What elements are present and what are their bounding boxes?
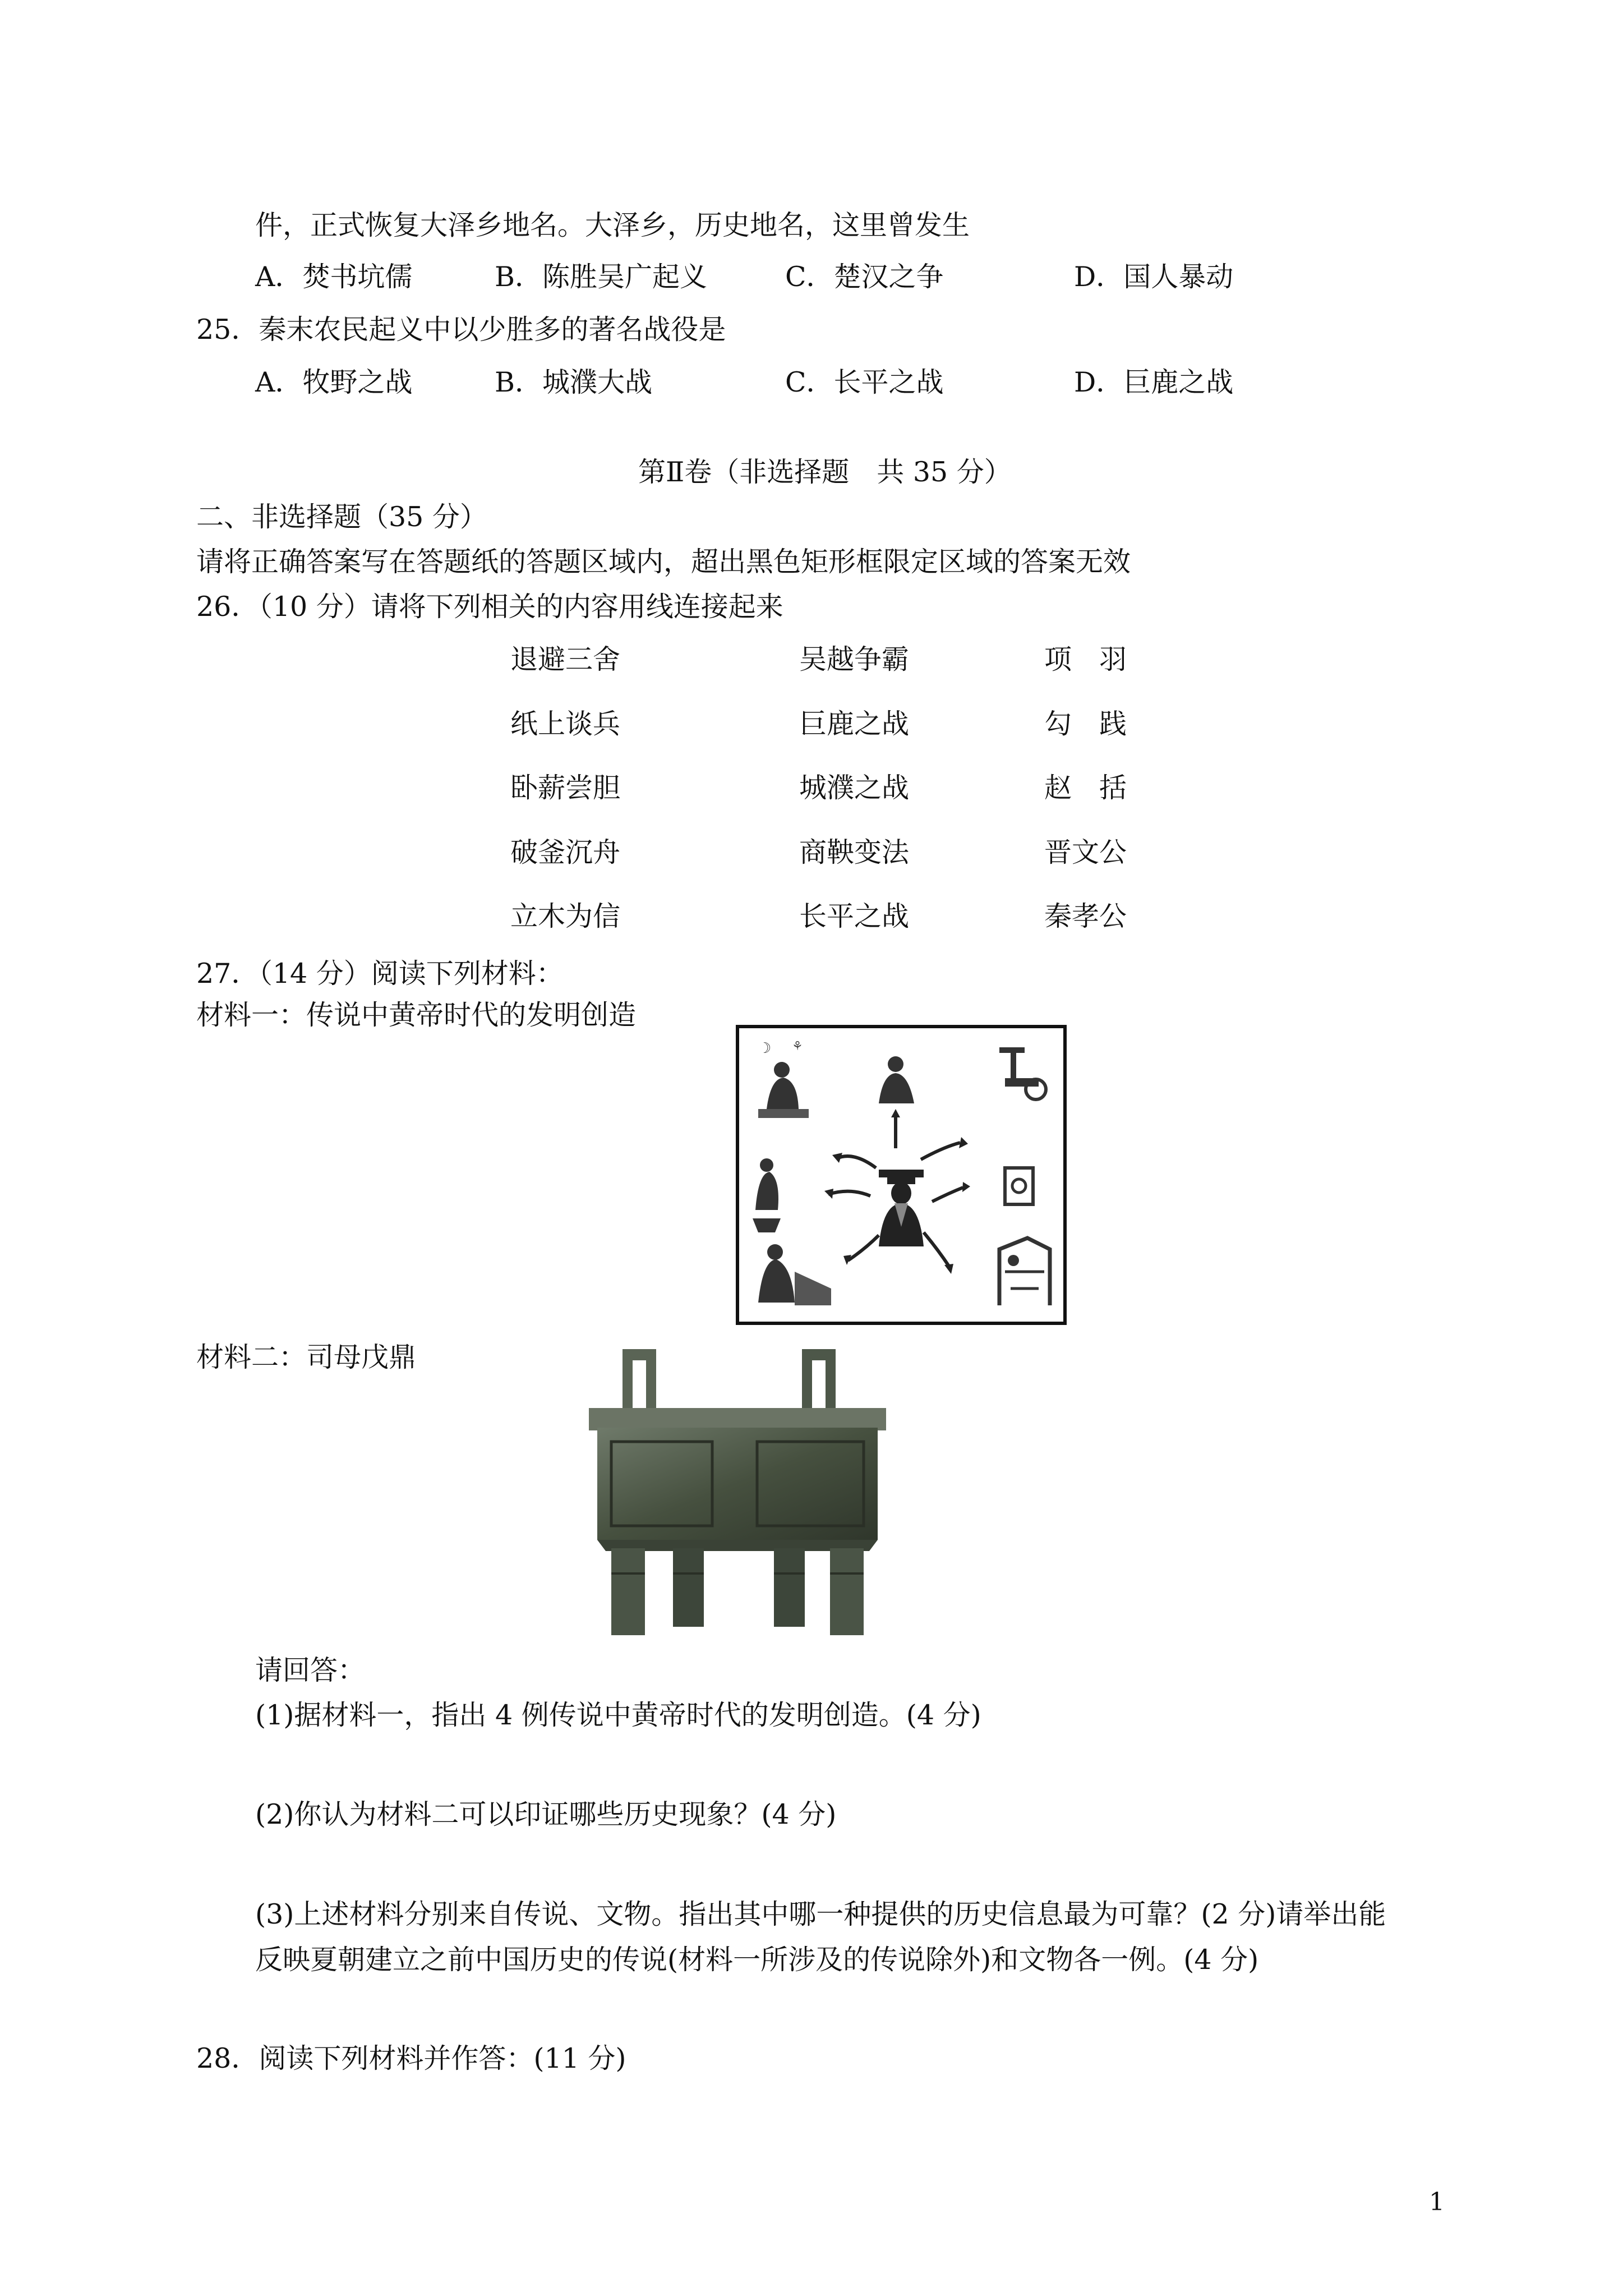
q26-col2-item: 巨鹿之战	[799, 708, 910, 740]
q26-col3-item: 晋文公	[1044, 836, 1127, 868]
q27-material2-label: 材料二：司母戊鼎	[196, 1341, 417, 1373]
q27-answer-prompt: 请回答：	[255, 1654, 366, 1686]
q24-option-b: B．陈胜吴广起义	[495, 261, 708, 293]
svg-text:☽: ☽	[758, 1040, 772, 1057]
q27-sub1: (1)据材料一，指出 4 例传说中黄帝时代的发明创造。(4 分)	[255, 1699, 981, 1731]
q26-col3-item: 秦孝公	[1044, 900, 1127, 932]
q26-col1-item: 破釜沉舟	[510, 836, 621, 868]
q26-col3-item: 勾 践	[1044, 708, 1127, 740]
q26-col1-item: 卧薪尝胆	[510, 772, 621, 804]
q26-stem: 26．（10 分）请将下列相关的内容用线连接起来	[196, 591, 783, 623]
q26-col2-item: 长平之战	[799, 900, 910, 932]
q28-stem: 28．阅读下列材料并作答：(11 分)	[196, 2042, 626, 2074]
q26-col2-item: 城濮之战	[799, 772, 910, 804]
q24-option-d: D．国人暴动	[1074, 261, 1234, 293]
q24-continuation-text: 件，正式恢复大泽乡地名。大泽乡，历史地名，这里曾发生	[255, 209, 970, 241]
q27-sub2: (2)你认为材料二可以印证哪些历史现象？(4 分)	[255, 1798, 837, 1830]
q26-col3-item: 项 羽	[1044, 643, 1127, 675]
page-number: 1	[1429, 2188, 1445, 2216]
q27-material1-label: 材料一：传说中黄帝时代的发明创造	[196, 999, 637, 1031]
q25-option-a: A．牧野之战	[255, 366, 413, 398]
q25-stem: 25．秦末农民起义中以少胜多的著名战役是	[196, 314, 726, 346]
q27-stem: 27．（14 分）阅读下列材料：	[196, 958, 564, 990]
simuwu-ding-image	[589, 1338, 886, 1638]
section2-title: 二、非选择题（35 分）	[196, 501, 487, 533]
q26-col1-item: 退避三舍	[510, 643, 621, 675]
q24-option-a: A．焚书坑儒	[255, 261, 413, 293]
q26-col3-item: 赵 括	[1044, 772, 1127, 804]
q27-sub3-line2: 反映夏朝建立之前中国历史的传说(材料一所涉及的传说除外)和文物各一例。(4 分)	[255, 1944, 1259, 1976]
q25-option-c: C．长平之战	[785, 366, 944, 398]
q25-option-d: D．巨鹿之战	[1074, 366, 1234, 398]
section2-instruction: 请将正确答案写在答题纸的答题区域内，超出黑色矩形框限定区域的答案无效	[196, 546, 1131, 578]
section2-heading: 第Ⅱ卷（非选择题 共 35 分）	[638, 456, 1012, 488]
q26-col2-item: 商鞅变法	[799, 836, 910, 868]
q26-col1-item: 立木为信	[510, 900, 621, 932]
q27-sub3-line1: (3)上述材料分别来自传说、文物。指出其中哪一种提供的历史信息最为可靠？(2 分)请举出能	[255, 1898, 1386, 1930]
svg-text:⚘: ⚘	[792, 1039, 803, 1053]
huangdi-inventions-illustration	[736, 1025, 1067, 1325]
q26-col1-item: 纸上谈兵	[510, 708, 621, 740]
q24-option-c: C．楚汉之争	[785, 261, 944, 293]
q25-option-b: B．城濮大战	[495, 366, 653, 398]
q26-col2-item: 吴越争霸	[799, 643, 910, 675]
